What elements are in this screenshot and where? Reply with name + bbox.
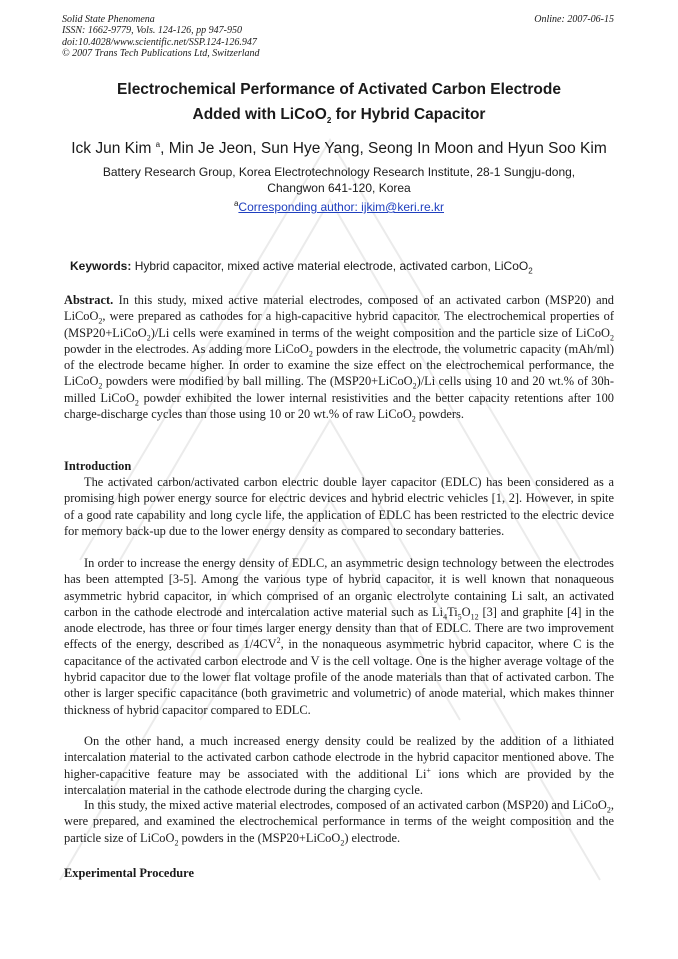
affiliation: Battery Research Group, Korea Electrotechnology Research Institute, 28-1 Sungju-dong, Changwon 641-120, Korea — [102, 165, 576, 195]
issn-line: ISSN: 1662-9779, Vols. 124-126, pp 947-950 — [62, 25, 242, 37]
corresponding-email-link[interactable]: Corresponding author: ijkim@keri.re.kr — [238, 200, 445, 214]
intro-paragraph-3: On the other hand, a much increased energy density could be realized by the addition of a lithiated intercalation material to the activated carbon cathode electrode in the hybrid capacitor mentioned above. The higher-capacitive feature may be associated with the additional Li+ ions which are provided by the intercalation material in the cathode electrode during the charging cycle. — [64, 734, 614, 797]
paper-title-line2: Added with LiCoO$_2$ for Hybrid Capacitor — [192, 106, 486, 126]
intro-paragraph-1: The activated carbon/activated carbon electric double layer capacitor (EDLC) has been considered as a promising high power energy source for electric devices and hybrid electric vehicles [1, 2]. However, in spite of a good rate capability and long cycle life, the application of EDLC has been restricted to the electric device for memory back-up due to the lower energy density as compared to secondary batteries. — [64, 475, 614, 538]
keywords: Keywords: Hybrid capacitor, mixed active material electrode, activated carbon, LiCoO$_2$ — [70, 259, 533, 276]
copyright-line: © 2007 Trans Tech Publications Ltd, Switzerland — [62, 48, 260, 60]
journal-header — [62, 14, 260, 60]
online-date: Online: 2007-06-15 — [534, 14, 614, 25]
intro-paragraph-4: In this study, the mixed active material electrodes, composed of an activated carbon (MSP20) and LiCoO$_2$, were prepared, and examined the electrochemical performance in terms of the weight composition and the particle size of LiCoO$_2$ powders in the (MSP20+LiCoO$_2$) electrode. — [64, 798, 614, 848]
section-heading-introduction: Introduction — [64, 459, 132, 473]
journal-name: Solid State Phenomena — [62, 14, 155, 25]
author-list: Ick Jun Kim $^a$, Min Je Jeon, Sun Hye Yang, Seong In Moon and Hyun Soo Kim — [71, 139, 607, 157]
section-heading-experimental: Experimental Procedure — [64, 866, 194, 880]
intro-paragraph-2: In order to increase the energy density of EDLC, an asymmetric design technology between the electrodes has been attempted [3-5]. Among the various type of hybrid capacitor, it is well known that nonaqueous asymmetric hybrid capacitor, in which comprised of an organic electrolyte containing Li salt, an activated carbon in the cathode electrode and intercalation active material such as $Li_4Ti_5O_{12}$ [3] and graphite [4] in the anode electrode, has three or four times larger energy density than that of EDLC. There are two improvement effects of the energy, described as $1/4CV^2$, in the nonaqueous asymmetric hybrid capacitor, where C is the capacitance of the activated carbon electrode and V is the cell voltage. One is the higher average voltage of the hybrid capacitor due to the lower flat voltage profile of the anode materials than that of activated carbon. The other is larger specific capacitance (both gravimetric and volumetric) of anode material, which makes thinner thickness of hybrid capacitor compared to EDLC. — [64, 556, 614, 717]
corresponding-author: $^a$Corresponding author: ijkim@keri.re.kr — [233, 199, 445, 214]
abstract: Abstract. In this study, mixed active material electrodes, composed of an activated carbon (MSP20) and LiCoO$_2$, were prepared as cathodes for a high-capacitive hybrid capacitor. The electrochemical properties of (MSP20+LiCoO$_2$)/Li cells were examined in terms of the weight composition and the particle size of LiCoO$_2$ powder in the electrodes. As adding more LiCoO$_2$ powders in the electrode, the volumetric capacity (mAh/ml) of the electrode became higher. In order to examine the size effect on the electrochemical performance, the LiCoO$_2$ powders were modified by ball milling. The (MSP20+LiCoO$_2$)/Li cells using 10 and 20 wt.% of 30h-milled LiCoO$_2$ powder exhibited the lower internal resistivities and the better capacity retentions after 100 charge-discharge cycles than those using 10 or 20 wt.% of raw LiCoO$_2$ powders. — [64, 293, 614, 424]
paper-title-line1: Electrochemical Performance of Activated Carbon Electrode — [117, 81, 561, 98]
doi-line: doi:10.4028/www.scientific.net/SSP.124-126.947 — [62, 36, 257, 48]
